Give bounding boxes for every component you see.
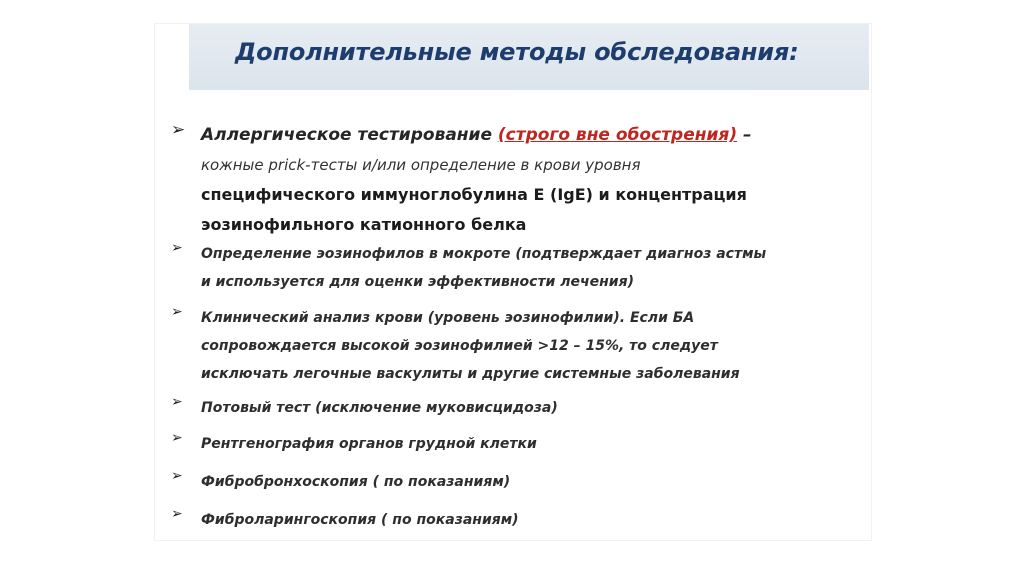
item-strong-line-1: специфического иммуноглобулина Е (IgE) и концентрация xyxy=(201,185,747,204)
item-line: Рентгенография органов грудной клетки xyxy=(201,436,537,452)
item-line: Потовый тест (исключение муковисцидоза) xyxy=(201,400,558,416)
item-line: сопровождается высокой эозинофилией >12 – 15%, то следует xyxy=(201,338,718,354)
item-line: и используется для оценки эффективности лечения) xyxy=(201,274,634,290)
arrow-bullet-icon: ➢ xyxy=(171,506,183,522)
arrow-bullet-icon: ➢ xyxy=(171,304,183,320)
item-line: Фибробронхоскопия ( по показаниям) xyxy=(201,474,511,490)
arrow-bullet-icon: ➢ xyxy=(171,430,183,446)
item-line: Клинический анализ крови (уровень эозинофилии). Если БА xyxy=(201,310,695,326)
item-line: исключать легочные васкулиты и другие системные заболевания xyxy=(201,366,740,382)
arrow-bullet-icon: ➢ xyxy=(171,468,183,484)
slide-title: Дополнительные методы обследования: xyxy=(235,38,799,66)
arrow-bullet-icon: ➢ xyxy=(171,394,183,410)
item-line: Определение эозинофилов в мокроте (подтверждает диагноз астмы xyxy=(201,246,767,262)
arrow-bullet-icon: ➢ xyxy=(171,240,183,256)
item-description: кожные prick-тесты и/или определение в крови уровня xyxy=(201,156,641,174)
bullet-list xyxy=(155,24,871,540)
arrow-bullet-icon: ➢ xyxy=(171,120,186,140)
item-line: Фиброларингоскопия ( по показаниям) xyxy=(201,512,519,528)
item-dash: – xyxy=(737,125,752,145)
slide xyxy=(155,24,871,540)
item-note: (строго вне обострения) xyxy=(497,125,738,145)
item-lead: Аллергическое тестирование xyxy=(201,125,498,145)
item-strong-line-2: эозинофильного катионного белка xyxy=(201,215,527,234)
